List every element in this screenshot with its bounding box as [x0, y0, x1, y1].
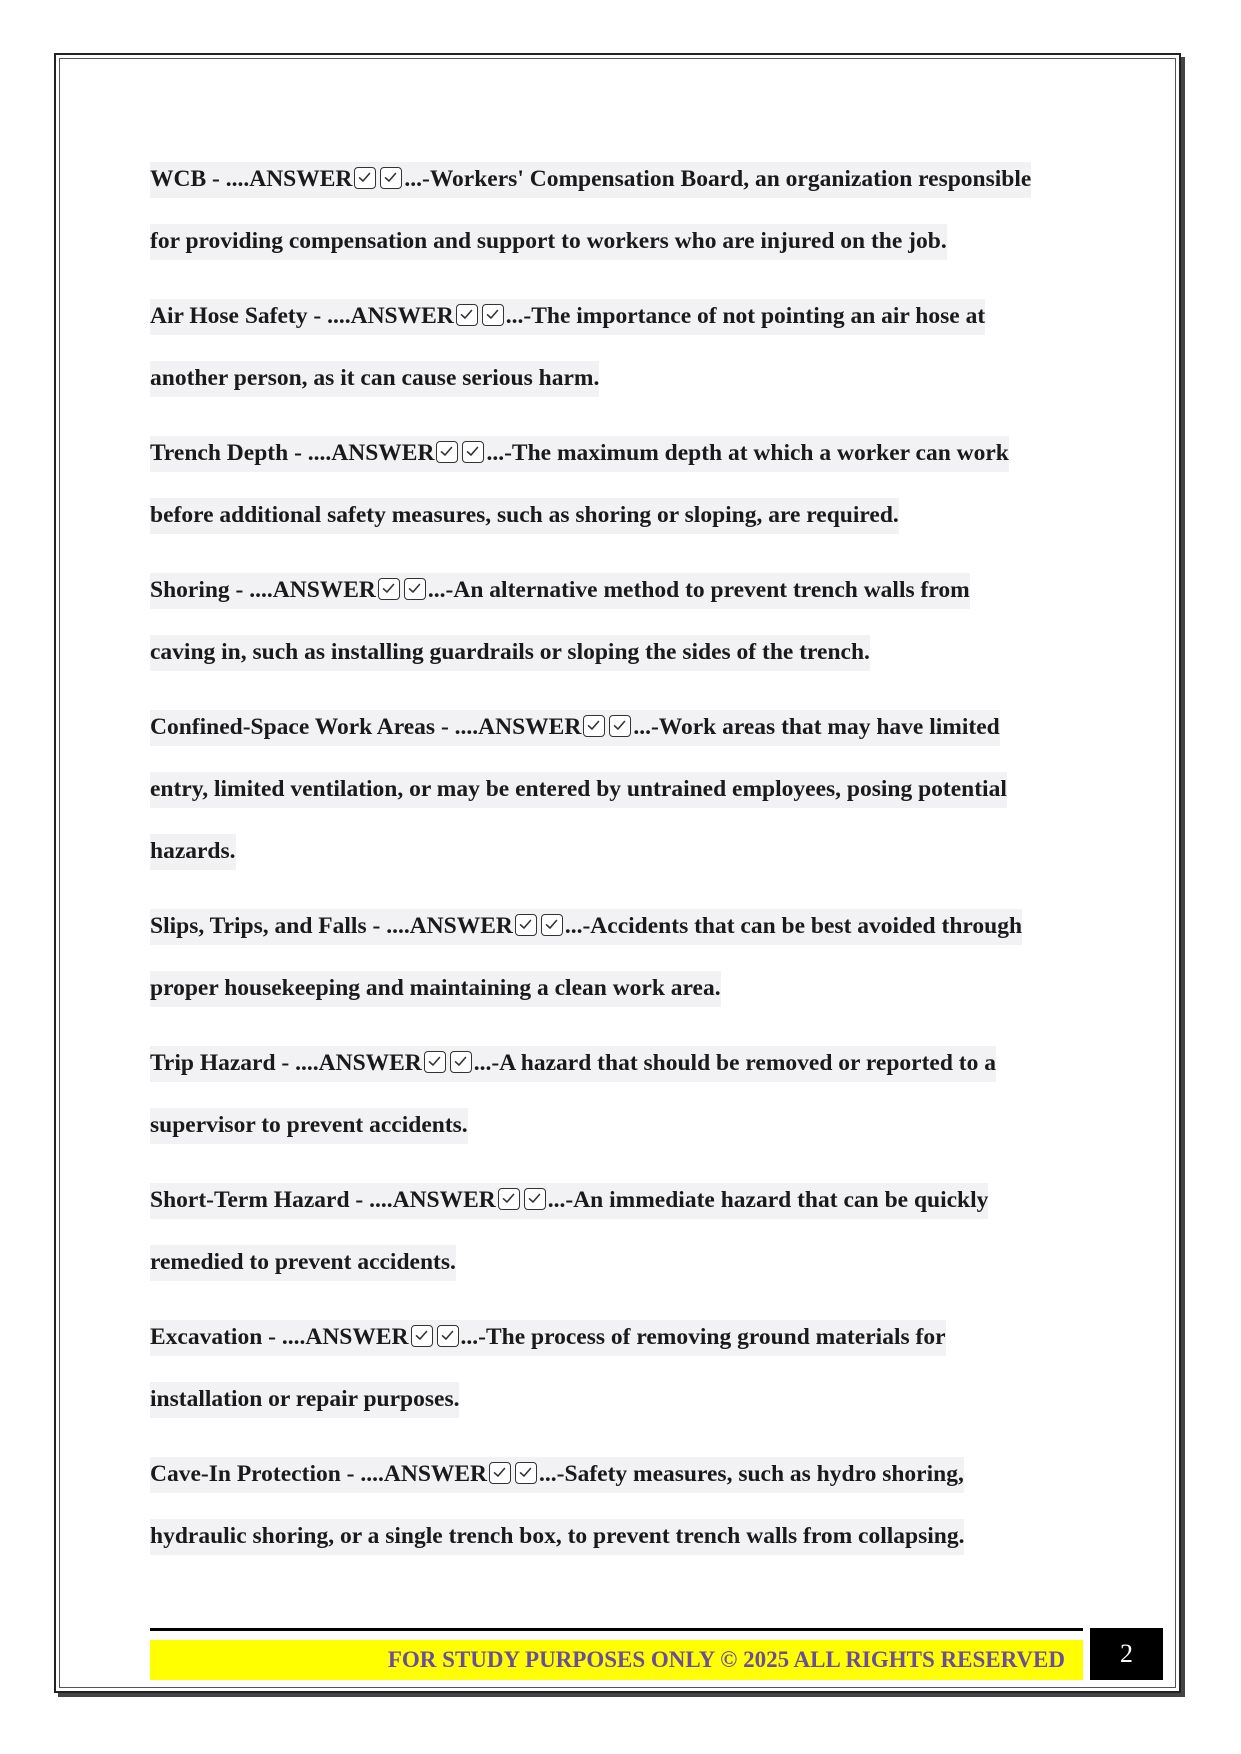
qa-definition-text: installation or repair purposes. [150, 1382, 459, 1418]
qa-entry [150, 1306, 1090, 1430]
footer-rule [150, 1628, 1083, 1631]
qa-first-line [150, 285, 1090, 347]
answer-ellipsis: ... [473, 1050, 492, 1076]
qa-first-line [150, 422, 1090, 484]
checkbox-check-icon [609, 715, 631, 737]
qa-entry [150, 559, 1090, 683]
qa-term: Shoring [150, 577, 230, 603]
answer-ellipsis: ... [539, 1461, 557, 1487]
qa-first-line [150, 1169, 1090, 1231]
qa-term: Trench Depth [150, 440, 289, 466]
checkbox-check-icon [450, 1051, 472, 1073]
answer-label: ....ANSWER [225, 166, 353, 192]
qa-highlight [150, 299, 985, 335]
qa-definition-text: another person, as it can cause serious harm. [150, 361, 599, 397]
qa-continuation-line [150, 1368, 1090, 1430]
qa-definition-start: -The process of removing ground materials for [478, 1324, 946, 1350]
qa-definition-start: -Workers' Compensation Board, an organization responsible [422, 166, 1032, 192]
answer-ellipsis: ... [460, 1324, 479, 1350]
qa-continuation-line [150, 621, 1090, 683]
checkbox-check-icon [456, 304, 478, 326]
qa-continuation-line [150, 1094, 1090, 1156]
answer-ellipsis: ... [505, 303, 524, 329]
page-number: 2 [1090, 1628, 1163, 1680]
qa-entry [150, 1169, 1090, 1293]
qa-separator: - [262, 1324, 282, 1350]
qa-highlight [150, 436, 1009, 472]
qa-definition-text: proper housekeeping and maintaining a clean work area. [150, 971, 721, 1007]
answer-label: ....ANSWER [307, 440, 435, 466]
checkbox-check-icon [524, 1188, 546, 1210]
qa-first-line [150, 1032, 1090, 1094]
qa-definition-start: -Safety measures, such as hydro shoring, [556, 1461, 964, 1487]
qa-first-line [150, 148, 1090, 210]
answer-label: ....ANSWER [454, 714, 582, 740]
qa-first-line [150, 895, 1090, 957]
answer-label: ....ANSWER [360, 1461, 488, 1487]
qa-list [150, 148, 1090, 1580]
qa-continuation-line [150, 820, 1090, 882]
qa-term: Excavation [150, 1324, 263, 1350]
qa-continuation-line [150, 957, 1090, 1019]
qa-continuation-line [150, 347, 1090, 409]
checkbox-check-icon [541, 914, 563, 936]
qa-definition-start: -Work areas that may have limited [650, 714, 1000, 740]
qa-entry [150, 285, 1090, 409]
qa-highlight [150, 1320, 946, 1356]
answer-label: ....ANSWER [369, 1187, 496, 1213]
qa-term: WCB [150, 166, 207, 192]
footer-text: FOR STUDY PURPOSES ONLY © 2025 ALL RIGHTS RESERVED [387, 1647, 1065, 1672]
qa-highlight [150, 162, 1031, 198]
qa-separator: - [307, 303, 328, 329]
answer-ellipsis: ... [547, 1187, 566, 1213]
answer-ellipsis: ... [404, 166, 423, 192]
qa-entry [150, 148, 1090, 272]
checkbox-check-icon [515, 1462, 537, 1484]
checkbox-check-icon [462, 441, 484, 463]
qa-definition-start: -An alternative method to prevent trench walls from [445, 577, 970, 603]
qa-entry [150, 1032, 1090, 1156]
checkbox-check-icon [404, 578, 426, 600]
qa-separator: - [366, 913, 387, 939]
qa-highlight [150, 573, 970, 609]
qa-entry [150, 895, 1090, 1019]
checkbox-check-icon [424, 1051, 446, 1073]
qa-separator: - [340, 1461, 361, 1487]
qa-continuation-line [150, 484, 1090, 546]
qa-term: Short-Term Hazard [150, 1187, 350, 1213]
answer-ellipsis: ... [633, 714, 651, 740]
qa-term: Cave-In Protection [150, 1461, 341, 1487]
answer-ellipsis: ... [427, 577, 446, 603]
qa-continuation-line [150, 758, 1090, 820]
qa-definition-text: caving in, such as installing guardrails or sloping the sides of the trench. [150, 635, 870, 671]
qa-entry [150, 422, 1090, 546]
qa-definition-start: -The importance of not pointing an air hose at [523, 303, 986, 329]
checkbox-check-icon [498, 1188, 520, 1210]
qa-definition-start: -Accidents that can be best avoided through [582, 913, 1023, 939]
qa-definition-text: entry, limited ventilation, or may be entered by untrained employees, posing potential [150, 772, 1007, 808]
qa-separator: - [206, 166, 226, 192]
checkbox-check-icon [380, 167, 402, 189]
qa-first-line [150, 559, 1090, 621]
answer-label: ....ANSWER [295, 1050, 422, 1076]
qa-highlight [150, 909, 1022, 945]
qa-first-line [150, 696, 1090, 758]
footer-bar [150, 1640, 1083, 1680]
checkbox-check-icon [436, 441, 458, 463]
qa-definition-text: hydraulic shoring, or a single trench box, to prevent trench walls from collapsing. [150, 1519, 964, 1555]
qa-term: Confined-Space Work Areas [150, 714, 436, 740]
answer-label: ....ANSWER [249, 577, 376, 603]
qa-definition-text: before additional safety measures, such as shoring or sloping, are required. [150, 498, 899, 534]
checkbox-check-icon [482, 304, 504, 326]
qa-definition-text: hazards. [150, 834, 236, 870]
qa-separator: - [349, 1187, 370, 1213]
qa-definition-text: for providing compensation and support to workers who are injured on the job. [150, 224, 947, 260]
checkbox-check-icon [515, 914, 537, 936]
qa-continuation-line [150, 210, 1090, 272]
qa-continuation-line [150, 1505, 1090, 1567]
qa-entry [150, 696, 1090, 882]
answer-label: ....ANSWER [386, 913, 513, 939]
checkbox-check-icon [378, 578, 400, 600]
qa-term: Air Hose Safety [150, 303, 308, 329]
answer-ellipsis: ... [564, 913, 583, 939]
answer-label: ....ANSWER [281, 1324, 409, 1350]
qa-definition-text: supervisor to prevent accidents. [150, 1108, 468, 1144]
qa-highlight [150, 1046, 996, 1082]
checkbox-check-icon [489, 1462, 511, 1484]
qa-highlight [150, 710, 1000, 746]
qa-continuation-line [150, 1231, 1090, 1293]
qa-term: Slips, Trips, and Falls [150, 913, 367, 939]
checkbox-check-icon [354, 167, 376, 189]
qa-definition-start: -An immediate hazard that can be quickly [565, 1187, 989, 1213]
qa-separator: - [435, 714, 455, 740]
qa-first-line [150, 1443, 1090, 1505]
checkbox-check-icon [437, 1325, 459, 1347]
qa-entry [150, 1443, 1090, 1567]
qa-definition-text: remedied to prevent accidents. [150, 1245, 456, 1281]
answer-label: ....ANSWER [327, 303, 454, 329]
qa-first-line [150, 1306, 1090, 1368]
qa-definition-start: -A hazard that should be removed or reported to a [491, 1050, 997, 1076]
qa-separator: - [229, 577, 250, 603]
qa-highlight [150, 1183, 988, 1219]
qa-separator: - [275, 1050, 296, 1076]
answer-ellipsis: ... [486, 440, 505, 466]
checkbox-check-icon [411, 1325, 433, 1347]
qa-separator: - [288, 440, 308, 466]
qa-definition-start: -The maximum depth at which a worker can work [504, 440, 1009, 466]
qa-term: Trip Hazard [150, 1050, 276, 1076]
checkbox-check-icon [583, 715, 605, 737]
qa-highlight [150, 1457, 964, 1493]
